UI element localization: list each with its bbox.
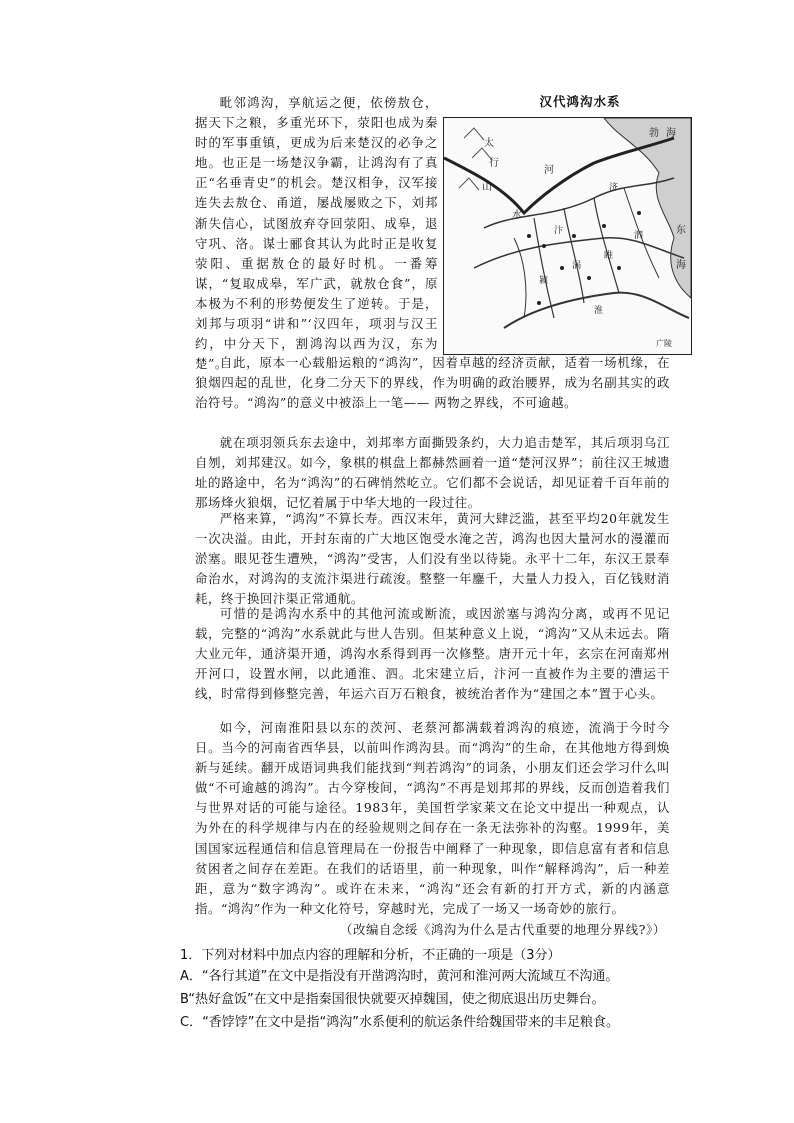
question-option-a: A．“各行其道”在文中是指没有开凿鸿沟时，黄河和淮河两大流域互不沟通。 bbox=[180, 969, 619, 984]
map-label: 泗 bbox=[634, 231, 644, 241]
map-label: 广陵 bbox=[656, 339, 672, 348]
question-option-b: B“热好盒饭”在文中是指秦国很快就要灭掉魏国，使之彻底退出历史舞台。 bbox=[180, 992, 605, 1007]
map-label: 涡 bbox=[572, 261, 582, 271]
map-yellow-river bbox=[444, 138, 674, 213]
map-figure bbox=[443, 117, 692, 355]
map-label: 颍 bbox=[539, 276, 549, 286]
map-label: 太 bbox=[484, 138, 494, 149]
map-title: 汉代鸿沟水系 bbox=[539, 94, 621, 109]
article-source: （改编自念绥《鸿沟为什么是古代重要的地理分界线?》） bbox=[340, 922, 666, 937]
map-label: 淮 bbox=[594, 306, 604, 316]
article-paragraph-3: 就在项羽领兵东去途中，刘邦率方面撕毁条约，大力追击楚军，其后项羽乌江自刎，刘邦建汉。如今，象棋的棋盘上都赫然画着一道“楚河汉界”；前往汉王城遗址的路途中，名为“鸿沟”的石碑悄然屹立。它们都不会说话，却见证着千百年前的那场烽火狼烟，记忆着属于中华大地的一段过往。 bbox=[195, 435, 670, 511]
map-label: 行 bbox=[489, 158, 499, 169]
article-paragraph-4: 严格来算，“鸿沟”不算长寿。西汉末年，黄河大肆泛滥，甚至平均20年就发生一次决溢。由此，开封东南的广大地区饱受水淹之苦，鸿沟也因大量河水的漫灌而淤塞。眼见苍生遭殃，“鸿沟”受害，人们没有坐以待毙。永平十二年，东汉王景奉命治水，对鸿沟的支流汴渠进行疏浚。整整一年鏖千，大量人力投入，百亿钱财消耗，终于换回汴渠正常通航。 bbox=[195, 511, 670, 607]
question-stem: 1．下列对材料中加点内容的理解和分析，不正确的一项是（3分） bbox=[180, 948, 561, 963]
map-label: 济 bbox=[609, 183, 619, 193]
map-cities bbox=[527, 211, 644, 305]
map-label: 汴 bbox=[554, 226, 564, 236]
map-label: 睢 bbox=[604, 251, 614, 261]
map-river bbox=[594, 198, 619, 293]
map-label: 山 bbox=[482, 182, 492, 193]
article-paragraph-1: 毗邻鸿沟，享航运之便，依傍敖仓，据天下之粮，多重光环下，荥阳也成为秦时的军事重镇，更成为后来楚汉的必争之地。也正是一场楚汉争霸，让鸿沟有了真正“名垂青史”的机会。楚汉相争，汉军接连失去敖仓、甬道，屡战屡败之下，刘邦渐失信心，试图放弃夺回荥阳、成皋，退守巩、洛。谋士郦食其认为此时正是收复荥阳、重据敖仓的最好时机。一番筹谋，“复取成皋，军广武，就敖仓食”，原本极为不利的形势便发生了逆转。于是，刘邦与项羽“讲和”‘汉四年，项羽与汉王约，中分天下，割鸿沟以西为汉，东为楚”。 bbox=[195, 95, 438, 372]
map-label: 海 bbox=[676, 260, 686, 271]
map-label: 勃 bbox=[649, 128, 659, 139]
map-label: 河 bbox=[544, 165, 554, 176]
article-paragraph-5: 可惜的是鸿沟水系中的其他河流或断流，或因淤塞与鸿沟分离，或再不见记载，完整的“鸿沟”水系就此与世人告别。但某种意义上说，“鸿沟”又从未远去。隋大业元年，通济渠开通，鸿沟水系得到再一次修整。唐开元十年，玄宗在河南郑州开河口，设置水闸，以此通淮、泗。北宋建立后，汴河一直被作为主要的漕运干线，时常得到修整完善，年运六百万石粮食，被统治者作为“建国之本”置于心头。 bbox=[195, 606, 670, 702]
map-svg bbox=[444, 118, 691, 354]
question-option-c: C．“香饽饽”在文中是指“鸿沟”水系便利的航运条件给魏国带来的丰足粮食。 bbox=[180, 1015, 620, 1030]
map-label: 海 bbox=[666, 128, 676, 139]
map-label: 水 bbox=[512, 210, 522, 221]
map-label: 东 bbox=[676, 225, 686, 236]
article-paragraph-2: 自此，原本一心载船运粮的“鸿沟”，因着卓越的经济贡献，适着一场机缘，在狼烟四起的乱世，化身二分天下的界线，作为明确的政治腰界，成为名副其实的政治符号。“鸿沟”的意义中被添上一笔—— 两物之界线，不可逾越。 bbox=[195, 355, 670, 411]
article-paragraph-6: 如今，河南淮阳县以东的茨河、老蔡河都满载着鸿沟的痕迹，流淌于今时今日。当今的河南省西华县，以前叫作鸿沟县。而“鸿沟”的生命，在其他地方得到焕新与延续。翻开成语词典我们能找到“判若鸿沟”的词条，小朋友们还会学习什么叫做“不可逾越的鸿沟”。古今穿梭间，“鸿沟”不再是划邦邦的界线，反而创造着我们与世界对话的可能与途径。1983年，美国哲学家莱文在论文中提出一种观点，认为外在的科学规律与内在的经验规则之间存在一条无法弥补的沟壑。1999年，美国国家远程通信和信息管理局在一份报告中阐释了一种现象，即信息富有者和信息贫困者之间存在差距。在我们的话语里，前一种现象，叫作“解释鸿沟”，后一种差距，意为“数字鸿沟”。或许在未来，“鸿沟”还会有新的打开方式，新的内涵意指。“鸿沟”作为一种文化符号，穿越时光，完成了一场又一场奇妙的旅行。 bbox=[195, 720, 670, 916]
map-river bbox=[564, 208, 584, 303]
